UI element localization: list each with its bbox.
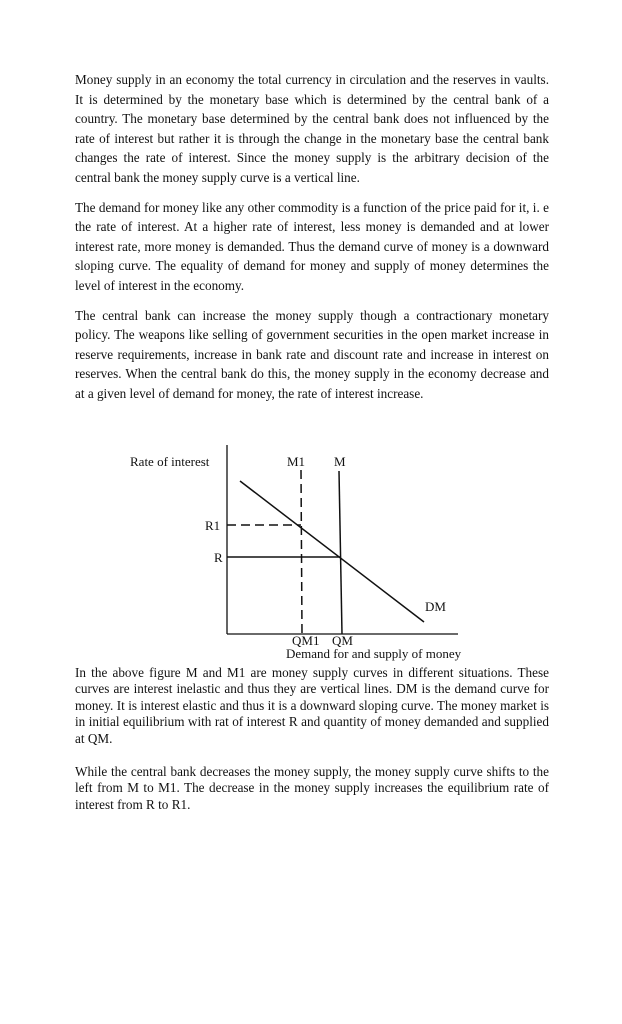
qm-label: QM [332, 633, 353, 648]
dm-demand-curve [240, 481, 424, 622]
qm1-label: QM1 [292, 633, 320, 648]
m1-label: M1 [287, 454, 306, 469]
paragraph-money-supply: Money supply in an economy the total currency in circulation and the reserves in vaults. It is determined by the monetary base which is determined by the central bank of a country. The monetary base determined by the central bank does not influenced by the rate of interest but rather it is through the change in the monetary base the central bank changes the rate of interest. Since the money supply is the arbitrary decision of the central bank the money supply curve is a vertical line. [75, 72, 549, 185]
dm-label: DM [425, 599, 446, 614]
paragraph-contractionary-policy: The central bank can increase the money supply though a contractionary monetary policy. The weapons like selling of government securities in the open market increase in reserve requirements, increase in bank rate and discount rate and increase in interest on reserves. When the central bank do this, the money supply in the economy decrease and at a given level of demand for money, the rate of interest increase. [75, 307, 549, 401]
x-axis-label: Demand for and supply of money [286, 646, 462, 661]
text-column-bottom [75, 665, 549, 830]
paragraph-money-demand: The demand for money like any other commodity is a function of the price paid for it, i. e the rate of interest. At a higher rate of interest, less money is demanded and at lower interest rate, more money is demanded. Thus the demand curve of money is a downward sloping curve. The equality of demand for money and supply of money determines the level of interest in the economy. [75, 199, 549, 293]
paragraph-figure-explanation: In the above figure M and M1 are money supply curves in different situations. These curves are interest inelastic and thus they are vertical lines. DM is the demand curve for money. It is interest elastic and thus it is a downward sloping curve. The money market is in initial equilibrium with rat of interest R and quantity of money demanded and supplied at QM. [75, 665, 549, 746]
r1-label: R1 [205, 518, 221, 533]
y-axis-label: Rate of interest [130, 454, 210, 469]
m1-supply-curve [301, 470, 302, 634]
m-supply-curve [339, 471, 342, 634]
m-label: M [334, 454, 346, 469]
paragraph-conclusion: While the central bank decreases the money supply, the money supply curve shifts to the left from M to M1. The decrease in the money supply increases the equilibrium rate of interest from R to R1. [75, 764, 549, 812]
r-label: R [214, 550, 223, 565]
